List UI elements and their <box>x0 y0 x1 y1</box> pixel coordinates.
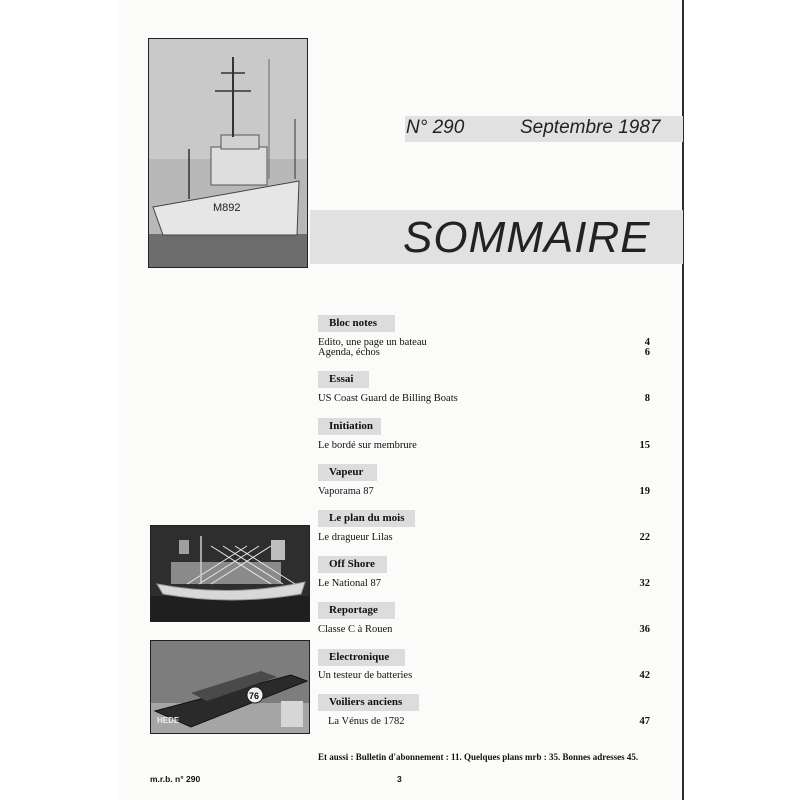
toc-entry-title: US Coast Guard de Billing Boats <box>318 393 458 404</box>
toc-entry-title: Le National 87 <box>318 578 381 589</box>
page-title: SOMMAIRE <box>403 213 651 262</box>
model-number: 76 <box>249 691 260 701</box>
magazine-folio: m.r.b. n° 290 <box>150 774 201 784</box>
toc-entry-title: Un testeur de batteries <box>318 670 413 681</box>
toc-entry-title: Edito, une page un bateau <box>318 337 427 348</box>
toc-entry-page: 22 <box>639 532 650 543</box>
toc-entry-page: 4 <box>644 337 650 348</box>
toc-entry-page: 47 <box>639 716 650 727</box>
toc-entry-page: 19 <box>639 486 650 497</box>
toc-entry-title: Classe C à Rouen <box>318 624 393 635</box>
toc-entry-page: 36 <box>639 624 650 635</box>
model-ship-photo <box>150 525 310 622</box>
toc-entry-page: 42 <box>639 670 650 681</box>
toc-section-label: Off Shore <box>318 556 387 573</box>
toc-entry-title: Vaporama 87 <box>318 486 374 497</box>
toc-entry-title: Le dragueur Lilas <box>318 532 393 543</box>
toc-section-label: Essai <box>318 371 369 388</box>
toc-entry-title: Agenda, échos <box>318 347 380 358</box>
toc-section-label: Le plan du mois <box>318 510 415 527</box>
hull-marking: M892 <box>213 202 241 214</box>
model-hull-text: HEDE <box>157 716 180 725</box>
toc-entry-page: 15 <box>639 440 650 451</box>
toc-entry-page: 32 <box>639 578 650 589</box>
issue-date: Septembre 1987 <box>520 117 661 138</box>
toc-section-label: Electronique <box>318 649 405 666</box>
toc-entry-page: 8 <box>644 393 650 404</box>
toc-entry-title: La Vénus de 1782 <box>328 716 405 727</box>
offshore-model-photo <box>150 640 310 734</box>
page-number: 3 <box>397 774 402 784</box>
toc-section-label: Reportage <box>318 602 395 619</box>
toc-entry-page: 6 <box>644 347 650 358</box>
toc-section-label: Bloc notes <box>318 315 395 332</box>
ship-photo <box>148 38 308 268</box>
toc-section-label: Vapeur <box>318 464 377 481</box>
toc-section-label: Voiliers anciens <box>318 694 419 711</box>
footer-note: Et aussi : Bulletin d'abonnement : 11. Quelques plans mrb : 35. Bonnes adresses 45. <box>318 752 639 762</box>
issue-number: N° 290 <box>406 117 465 138</box>
toc-entry-title: Le bordé sur membrure <box>318 440 417 451</box>
toc-section-label: Initiation <box>318 418 381 435</box>
